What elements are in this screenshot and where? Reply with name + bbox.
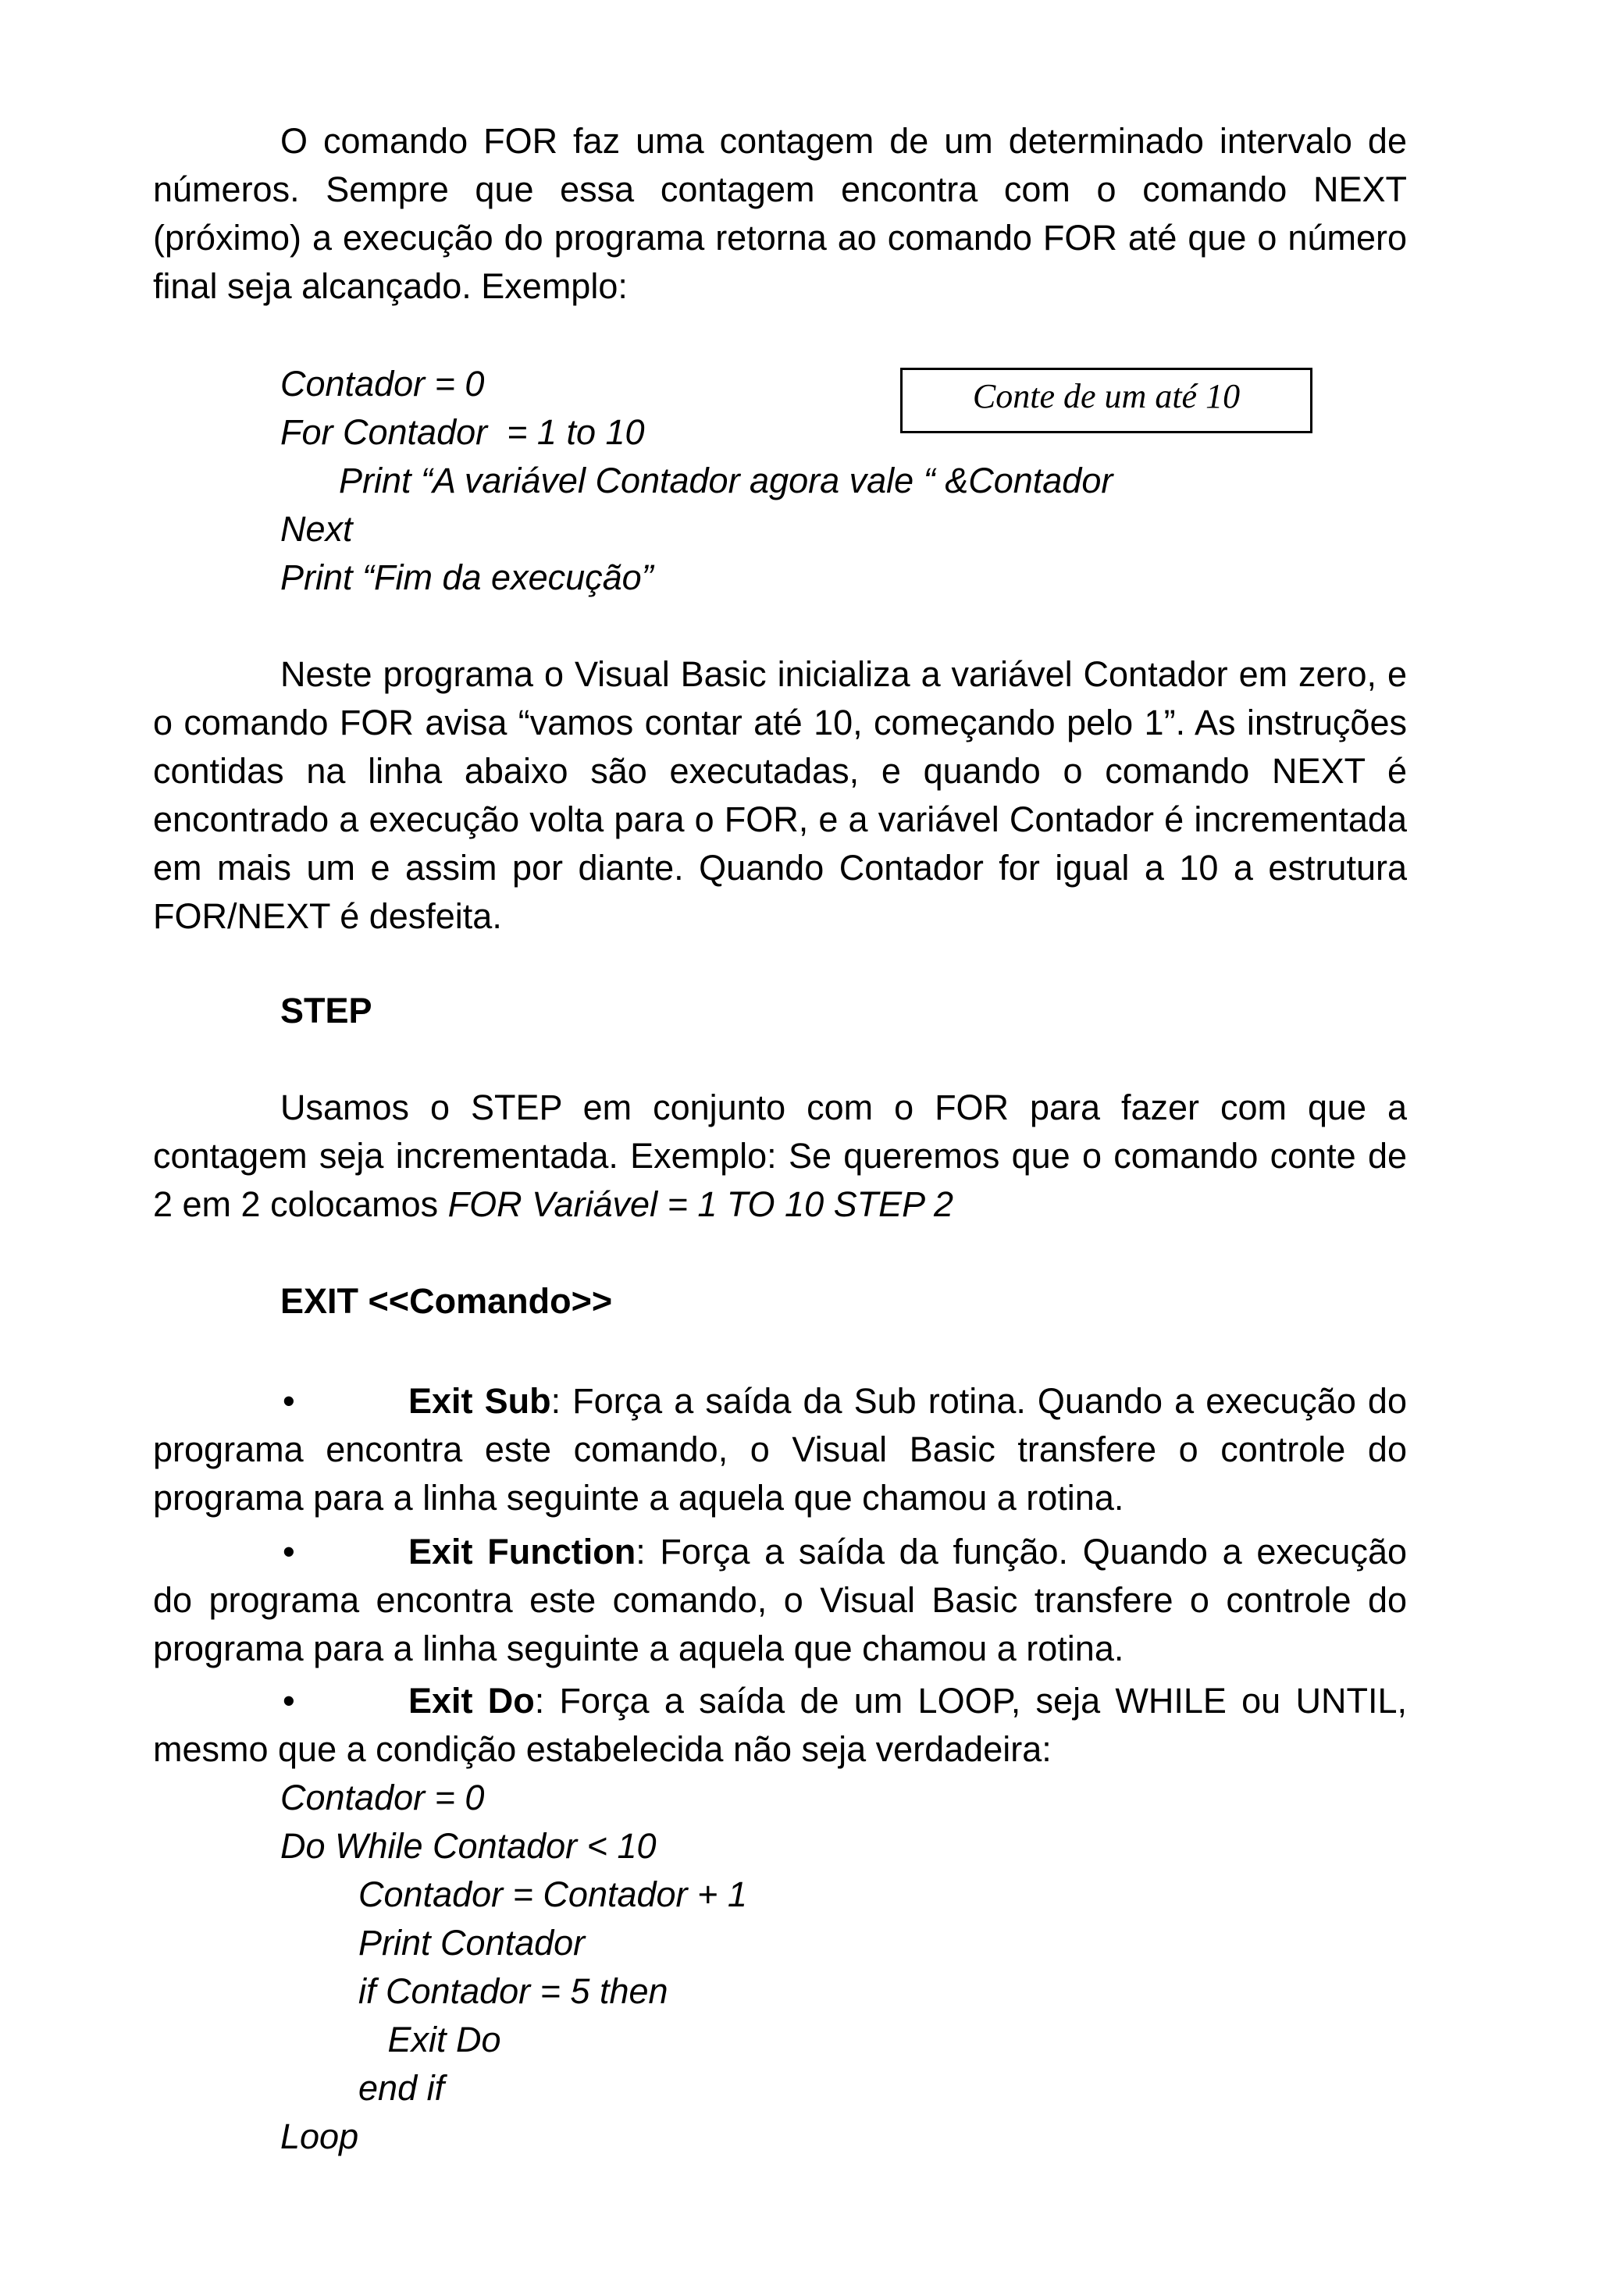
code-line: if Contador = 5 then (280, 1971, 668, 2011)
for-explanation-paragraph: Neste programa o Visual Basic inicializa a variável Contador em zero, e o comando FOR avisa “vamos contar até 10, começando pelo 1”. As instruções contidas na linha abaixo são executadas, e quando o comando NEXT é encontrado a execução volta para o FOR, e a variável Contador é incrementada em mais um e assim por diante. Quando Contador for igual a 10 a estrutura FOR/NEXT é desfeita. (153, 654, 1407, 936)
callout-box: Conte de um até 10 (900, 368, 1312, 433)
code-line: Do While Contador < 10 (280, 1826, 657, 1866)
exit-heading: EXIT <<Comando>> (280, 1281, 613, 1321)
exit-sub-item (153, 1377, 1407, 1522)
exit-do-term: Exit Do (408, 1681, 535, 1721)
exit-sub-text: : Força a saída da Sub rotina. Quando a execução do programa encontra este comando, o Visual Basic transfere o controle do programa para a linha seguinte a aquela que chamou a rotina. (153, 1381, 1407, 1518)
bullet-symbol: • (283, 1381, 295, 1421)
code-line: Print Contador (280, 1923, 586, 1963)
for-intro-paragraph: O comando FOR faz uma contagem de um determinado intervalo de números. Sempre que essa contagem encontra com o comando NEXT (próximo) a execução do programa retorna ao comando FOR até que o número final seja alcançado. Exemplo: (153, 121, 1407, 306)
code-line: For Contador = 1 to 10 (280, 412, 645, 452)
bullet-symbol: • (283, 1681, 295, 1721)
code-line: Contador = 0 (280, 1778, 485, 1817)
code-line: Loop (280, 2116, 359, 2156)
code-line: Print “A variável Contador agora vale “ &Contador (280, 461, 1113, 500)
exit-function-text: : Força a saída da função. Quando a execução do programa encontra este comando, o Visual Basic transfere o controle do programa para a linha seguinte a aquela que chamou a rotina. (153, 1532, 1407, 1668)
step-code-inline: FOR Variável = 1 TO 10 STEP 2 (447, 1184, 954, 1224)
step-paragraph (153, 1084, 1407, 1229)
exit-do-item (153, 1677, 1407, 1774)
exit-function-item (153, 1528, 1407, 1673)
exit-sub-term: Exit Sub (408, 1381, 551, 1421)
code-line: Contador = Contador + 1 (280, 1874, 747, 1914)
code-line: Next (280, 509, 353, 549)
step-heading: STEP (280, 991, 372, 1031)
code-line: end if (280, 2068, 445, 2108)
code-line: Print “Fim da execução” (280, 557, 653, 597)
exit-function-term: Exit Function (408, 1532, 636, 1572)
exit-do-text: : Força a saída de um LOOP, seja WHILE ou UNTIL, mesmo que a condição estabelecida não seja verdadeira: (153, 1681, 1407, 1769)
step-text: Usamos o STEP em conjunto com o FOR para fazer com que a contagem seja incrementada. Exemplo: Se queremos que o comando conte de 2 em 2 colocamos (153, 1087, 1407, 1224)
code-line: Exit Do (280, 2020, 501, 2059)
code-line: Contador = 0 (280, 364, 485, 404)
bullet-symbol: • (283, 1532, 295, 1572)
